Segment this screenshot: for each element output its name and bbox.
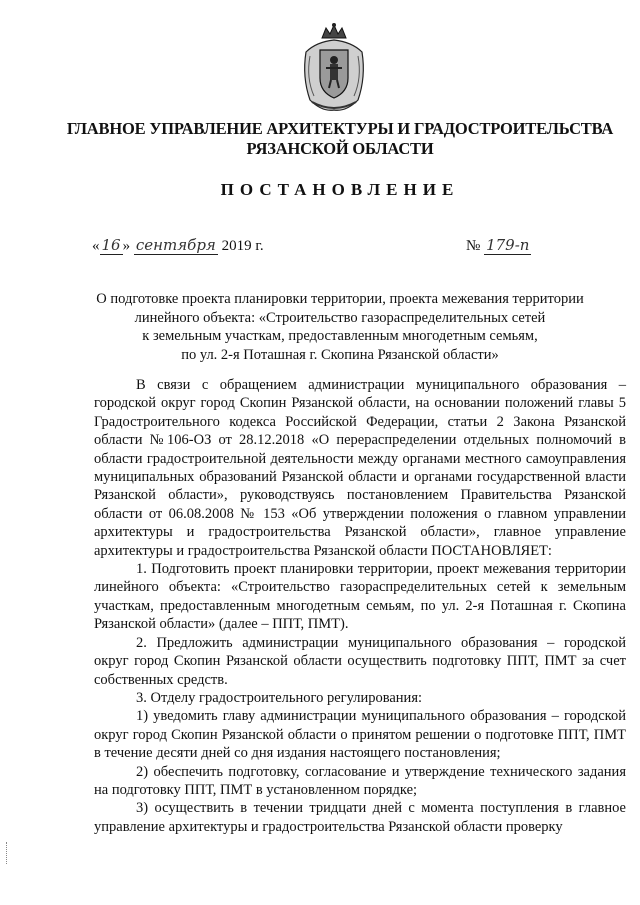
item-3-2-paragraph: 2) обеспечить подготовку, согласование и утверждение технического задания на подготовку ППТ, ПМТ в установленном порядке; xyxy=(94,763,626,798)
item-3-1-paragraph: 1) уведомить главу администрации муниципального образования – городской округ город Скопин Рязанской области о принятом решении о подготовке ППТ, ПМТ в течение десяти дней со дня издания настоящего постановления; xyxy=(94,708,626,762)
scan-margin-mark xyxy=(6,842,11,864)
document-number xyxy=(466,236,531,255)
number-label: № xyxy=(466,238,481,254)
document-type-title: ПОСТАНОВЛЕНИЕ xyxy=(220,180,460,199)
item-3-paragraph: 3. Отделу градостроительного регулирования: xyxy=(136,689,423,706)
item-1-paragraph: 1. Подготовить проект планировки территории, проект межевания территории линейного объекта: «Строительство газораспределительных сетей к земельным участкам, предоставленным многодетным семьям, по ул. 2-я Поташная г. Скопина Рязанской области» (далее – ППТ, ПМТ). xyxy=(94,561,626,633)
subject-line: О подготовке проекта планировки территории, проекта межевания территории xyxy=(96,291,584,307)
coat-of-arms-icon xyxy=(296,22,372,114)
preamble-paragraph: В связи с обращением администрации муниципального образования – городской округ город Скопин Рязанской области, на основании положений главы 5 Градостроительного кодекса Российской Федерации, статьи 2 Закона Рязанской области №106-ОЗ от 28.12.2018 «О перераспределении отдельных полномочий в области градостроительной деятельности между органами местного самоуправления муниципальных образований Рязанской области и органами государственной власти Рязанской области», руководствуясь постановлением Правительства Рязанской области от 06.08.2008 № 153 «Об утверждении положения о главном управлении архитектуры и градостроительства Рязанской области», главное управление архитектуры и градостроительства Рязанской области ПОСТАНОВЛЯЕТ: xyxy=(94,377,626,559)
item-2-paragraph: 2. Предложить администрации муниципального образования – городской округ город Скопин Рязанской области осуществить подготовку ППТ, ПМТ за счет собственных средств. xyxy=(94,634,626,688)
document-body xyxy=(94,376,626,836)
date-month: сентября xyxy=(135,236,216,254)
organization-name-line1: ГЛАВНОЕ УПРАВЛЕНИЕ АРХИТЕКТУРЫ И ГРАДОСТРОИТЕЛЬСТВА xyxy=(66,119,614,138)
document-subject xyxy=(70,290,610,364)
number-value: 179-п xyxy=(486,236,530,254)
date-close-quote: » xyxy=(122,238,131,254)
date-open-quote: « xyxy=(92,238,100,254)
subject-line: к земельным участкам, предоставленным многодетным семьям, xyxy=(142,328,538,344)
document-date xyxy=(92,236,264,255)
organization-name-line2: РЯЗАНСКОЙ ОБЛАСТИ xyxy=(246,139,434,158)
date-day: 16 xyxy=(101,236,121,254)
subject-line: по ул. 2-я Поташная г. Скопина Рязанской области» xyxy=(181,346,499,363)
item-3-3-paragraph: 3) осуществить в течении тридцати дней с момента поступления в главное управление архитектуры и градостроительства Рязанской области проверку xyxy=(94,800,626,835)
date-year: 2019 г. xyxy=(221,238,264,254)
subject-line: линейного объекта: «Строительство газораспределительных сетей xyxy=(134,309,546,326)
